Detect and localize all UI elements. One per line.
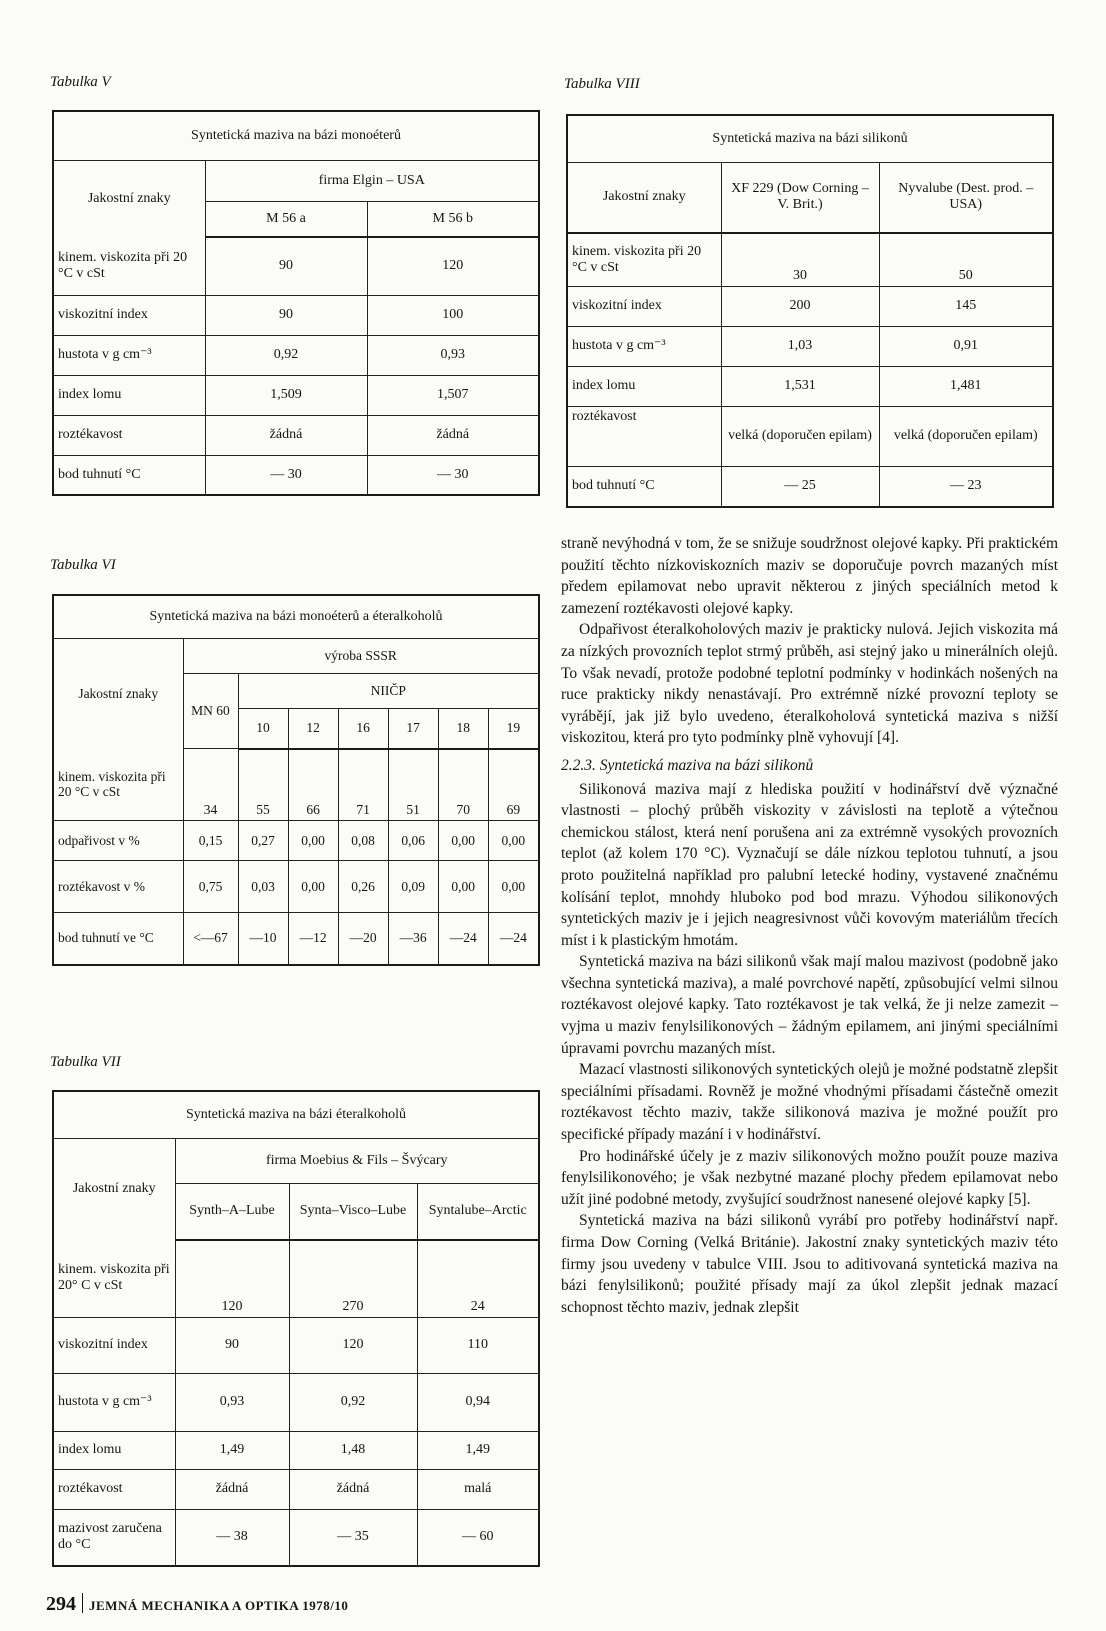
- table6-cell: 0,09: [388, 861, 438, 913]
- table8-cell: 50: [879, 233, 1053, 287]
- table5-row-label: bod tuhnutí °C: [53, 455, 205, 495]
- table7-title: Syntetická maziva na bázi éteralkoholů: [185, 1106, 407, 1122]
- table5-cell: 90: [205, 237, 367, 295]
- table6-row-label: bod tuhnutí ve °C: [53, 913, 183, 965]
- table5-row-label: hustota v g cm⁻³: [53, 335, 205, 375]
- publication-name: JEMNÁ MECHANIKA A OPTIKA 1978/10: [89, 1598, 349, 1613]
- table6-cell: 0,03: [238, 861, 288, 913]
- table7-cell: 120: [289, 1318, 417, 1374]
- table5-cell: 1,507: [367, 375, 539, 415]
- table6-col: 16: [338, 709, 388, 749]
- page-footer: [46, 1593, 348, 1616]
- table5-cell: 0,92: [205, 335, 367, 375]
- table7-col: Synth–A–Lube: [175, 1184, 289, 1240]
- table7-cell: 90: [175, 1318, 289, 1374]
- table7-caption: Tabulka VII: [50, 1054, 121, 1070]
- table7-row-label: viskozitní index: [53, 1318, 175, 1374]
- table6-cell: 69: [488, 749, 539, 821]
- table7-cell: 24: [417, 1240, 539, 1318]
- paragraph: Odpařivost éteralkoholových maziv je prakticky nulová. Jejich viskozita má za nízkých provozních teplot strmý průběh, asi stejný jako u minerálních olejů. To však nevadí, protože podobné teplotní podmínky v hodinkách nošených na ruce prakticky nikdy nenastávají. Pro extrémně nízké provozní teploty se vyrábějí, jak již bylo uvedeno, éteralkoholová syntetická maziva s nižší viskozitou, která pro tyto podmínky plně vyhovují [4].: [561, 621, 1058, 747]
- table5-cell: 1,509: [205, 375, 367, 415]
- table5-row-label: kinem. viskozita při 20 °C v cSt: [53, 237, 205, 295]
- table6-cell: 70: [438, 749, 488, 821]
- footer-divider: [82, 1593, 83, 1613]
- table5-title: Syntetická maziva na bázi monoéterů: [191, 127, 401, 143]
- table5-cell: žádná: [205, 415, 367, 455]
- table8-cell: velká (doporučen epilam): [721, 407, 879, 467]
- table6-cell: 0,00: [288, 861, 338, 913]
- table5-cell: 90: [205, 295, 367, 335]
- table8-cell: 145: [879, 287, 1053, 327]
- table7-cell: — 60: [417, 1510, 539, 1566]
- table7-group: firma Moebius & Fils – Švýcary: [175, 1139, 539, 1184]
- table6-cell: 34: [183, 749, 238, 821]
- table5-cell: 120: [367, 237, 539, 295]
- table5-cell: — 30: [205, 455, 367, 495]
- table6-cell: 0,15: [183, 821, 238, 861]
- table6-col: 19: [488, 709, 539, 749]
- table7-cell: žádná: [289, 1470, 417, 1510]
- table8-cell: — 23: [879, 467, 1053, 507]
- table7-cell: 1,48: [289, 1432, 417, 1470]
- table6-cell: 0,00: [438, 861, 488, 913]
- table6-cell: 0,00: [438, 821, 488, 861]
- table6-cell: —12: [288, 913, 338, 965]
- table6-col: 10: [238, 709, 288, 749]
- table7-cell: 1,49: [417, 1432, 539, 1470]
- table6-row-label: odpařivost v %: [53, 821, 183, 861]
- table7-row-label: kinem. viskozita při 20° C v cSt: [53, 1240, 175, 1318]
- article-body: [561, 533, 1058, 1318]
- table6-cell: 55: [238, 749, 288, 821]
- table6-cell: 0,08: [338, 821, 388, 861]
- table8-col: XF 229 (Dow Corning – V. Brit.): [721, 163, 879, 233]
- table5-row-label: index lomu: [53, 375, 205, 415]
- table8-cell: 1,03: [721, 327, 879, 367]
- table6-cell: —10: [238, 913, 288, 965]
- table5: [52, 110, 540, 496]
- table7-row-label: index lomu: [53, 1432, 175, 1470]
- table6-cell: 0,06: [388, 821, 438, 861]
- paragraph: Syntetická maziva na bázi silikonů však mají malou mazivost (podobně jako všechna syntetická maziva), a malé povrchové napětí, způsobující velmi silnou roztékavost olejové kapky. Tato roztékavost je tak velká, že ji nelze zamezit – vyjma u maziv fenylsilikonových – žádným epilamem, ani jinými speciálními úpravami povrchu mazaných míst.: [561, 953, 1058, 1057]
- table8-row-label: index lomu: [567, 367, 721, 407]
- paragraph: Mazací vlastnosti silikonových syntetických olejů je možné podstatně zlepšit speciálními přísadami. Rovněž je možné vhodnými přísadami částečně omezit roztékavost těchto maziv, takže silikonová maziva je možné použít pro specifické případy mazání i v hodinářství.: [561, 1061, 1058, 1144]
- table5-col-label: Jakostní znaky: [53, 161, 205, 238]
- table7-col: Synta–Visco–Lube: [289, 1184, 417, 1240]
- table7-row-label: mazivost zaručena do °C: [53, 1510, 175, 1566]
- table6-cell: 0,00: [488, 861, 539, 913]
- table7-col: Syntalube–Arctic: [417, 1184, 539, 1240]
- table7-cell: 0,92: [289, 1374, 417, 1432]
- table7-cell: 120: [175, 1240, 289, 1318]
- table7-row-label: hustota v g cm⁻³: [53, 1374, 175, 1432]
- table7-cell: 270: [289, 1240, 417, 1318]
- table5-cell: žádná: [367, 415, 539, 455]
- table6-row-label: kinem. viskozita při 20 °C v cSt: [53, 749, 183, 821]
- table5-row-label: roztékavost: [53, 415, 205, 455]
- table5-row-label: viskozitní index: [53, 295, 205, 335]
- table7-cell: 110: [417, 1318, 539, 1374]
- table8-row-label: hustota v g cm⁻³: [567, 327, 721, 367]
- table8-col: Nyvalube (Dest. prod. – USA): [879, 163, 1053, 233]
- table6-cell: —24: [438, 913, 488, 965]
- table5-cell: 100: [367, 295, 539, 335]
- table5-caption: Tabulka V: [50, 74, 111, 90]
- table6-cell: —36: [388, 913, 438, 965]
- table8-row-label: roztékavost: [567, 407, 721, 467]
- table7: [52, 1090, 540, 1567]
- table7-cell: 1,49: [175, 1432, 289, 1470]
- table7-cell: malá: [417, 1470, 539, 1510]
- table6-cell: 0,75: [183, 861, 238, 913]
- table6-col: 12: [288, 709, 338, 749]
- table6-cell: 0,26: [338, 861, 388, 913]
- table5-col-b: M 56 b: [367, 202, 539, 238]
- table8-title: Syntetická maziva na bázi silikonů: [712, 130, 908, 146]
- table8-cell: 0,91: [879, 327, 1053, 367]
- table6-caption: Tabulka VI: [50, 557, 116, 573]
- table6-row-label: roztékavost v %: [53, 861, 183, 913]
- table6-cell: 0,27: [238, 821, 288, 861]
- table6-cell: —20: [338, 913, 388, 965]
- table7-cell: 0,93: [175, 1374, 289, 1432]
- table6-first-col: MN 60: [183, 674, 238, 749]
- paragraph: straně nevýhodná v tom, že se snižuje soudržnost olejové kapky. Při praktickém použití těchto nízkoviskozních maziv se doporučuje povrch mazaných míst předem epilamovat nebo upravit některou z jiných speciálních metod k zamezení roztékavosti olejové kapky.: [561, 535, 1058, 617]
- table8-cell: — 25: [721, 467, 879, 507]
- table6-col-label: Jakostní znaky: [53, 639, 183, 749]
- table5-group: firma Elgin – USA: [205, 161, 539, 202]
- table7-row-label: roztékavost: [53, 1470, 175, 1510]
- table7-col-label: Jakostní znaky: [53, 1139, 175, 1240]
- table6-cell: 0,00: [288, 821, 338, 861]
- paragraph: Syntetická maziva na bázi silikonů vyrábí pro potřeby hodinářství např. firma Dow Corning (Velká Británie). Jakostní znaky syntetických maziv této firmy jsou uvedeny v tabulce VIII. Jsou to aditivovaná syntetická maziva na bázi fenylsilikonů; použité přísady mají za úkol zlepšit jednak mazací schopnost těchto maziv, jednak zlepšit: [561, 1212, 1058, 1316]
- table7-cell: — 38: [175, 1510, 289, 1566]
- table5-col-a: M 56 a: [205, 202, 367, 238]
- table6-col: 18: [438, 709, 488, 749]
- table8-cell: 1,481: [879, 367, 1053, 407]
- table5-cell: 0,93: [367, 335, 539, 375]
- table6-cell: 51: [388, 749, 438, 821]
- table7-cell: — 35: [289, 1510, 417, 1566]
- table8-cell: 1,531: [721, 367, 879, 407]
- table8-row-label: kinem. viskozita při 20 °C v cSt: [567, 233, 721, 287]
- table8-cell: velká (doporučen epilam): [879, 407, 1053, 467]
- section-heading: 2.2.3. Syntetická maziva na bázi silikonů: [561, 756, 814, 774]
- table7-cell: 0,94: [417, 1374, 539, 1432]
- table6-cell: 71: [338, 749, 388, 821]
- table6-cell: <—67: [183, 913, 238, 965]
- table6-subgroup: NIIČP: [238, 674, 539, 709]
- table8: [566, 114, 1054, 508]
- page-number: 294: [46, 1593, 76, 1615]
- paragraph: Silikonová maziva mají z hlediska použití v hodinářství dvě význačné vlastnosti – plochý průběh viskozity v závislosti na teplotě a výtečnou chemickou stálost, která není porušena ani za extrémně vysokých provozních teplot (až kolem 170 °C). Vyznačují se dále nízkou teplotou tuhnutí, a jsou proto použitelná například pro palubní letecké hodiny, vystavené značnému kolísání teplot, mnohdy hluboko pod bod mrazu. Výhodou silikonových syntetických maziv je i jejich neagresivnost vůči kovovým materiálům třecích míst i k plastickým hmotám.: [561, 780, 1058, 949]
- table8-cell: 30: [721, 233, 879, 287]
- table6-group: výroba SSSR: [183, 639, 539, 674]
- table8-col-label: Jakostní znaky: [567, 163, 721, 233]
- table8-row-label: bod tuhnutí °C: [567, 467, 721, 507]
- table7-cell: žádná: [175, 1470, 289, 1510]
- table6-cell: —24: [488, 913, 539, 965]
- table6-cell: 0,00: [488, 821, 539, 861]
- paragraph: Pro hodinářské účely je z maziv silikonových možno použít pouze maziva fenylsilikonového; je však nezbytné mazané plochy předem epilamovat nebo užít jiné podobné metody, zvyšující soudržnost nanesené olejové kapky [5].: [561, 1147, 1058, 1208]
- table6-col: 17: [388, 709, 438, 749]
- table6-cell: 66: [288, 749, 338, 821]
- table5-cell: — 30: [367, 455, 539, 495]
- table8-row-label: viskozitní index: [567, 287, 721, 327]
- table8-caption: Tabulka VIII: [564, 76, 640, 92]
- table6-title: Syntetická maziva na bázi monoéterů a éteralkoholů: [149, 608, 443, 624]
- table6: [52, 594, 540, 966]
- table8-cell: 200: [721, 287, 879, 327]
